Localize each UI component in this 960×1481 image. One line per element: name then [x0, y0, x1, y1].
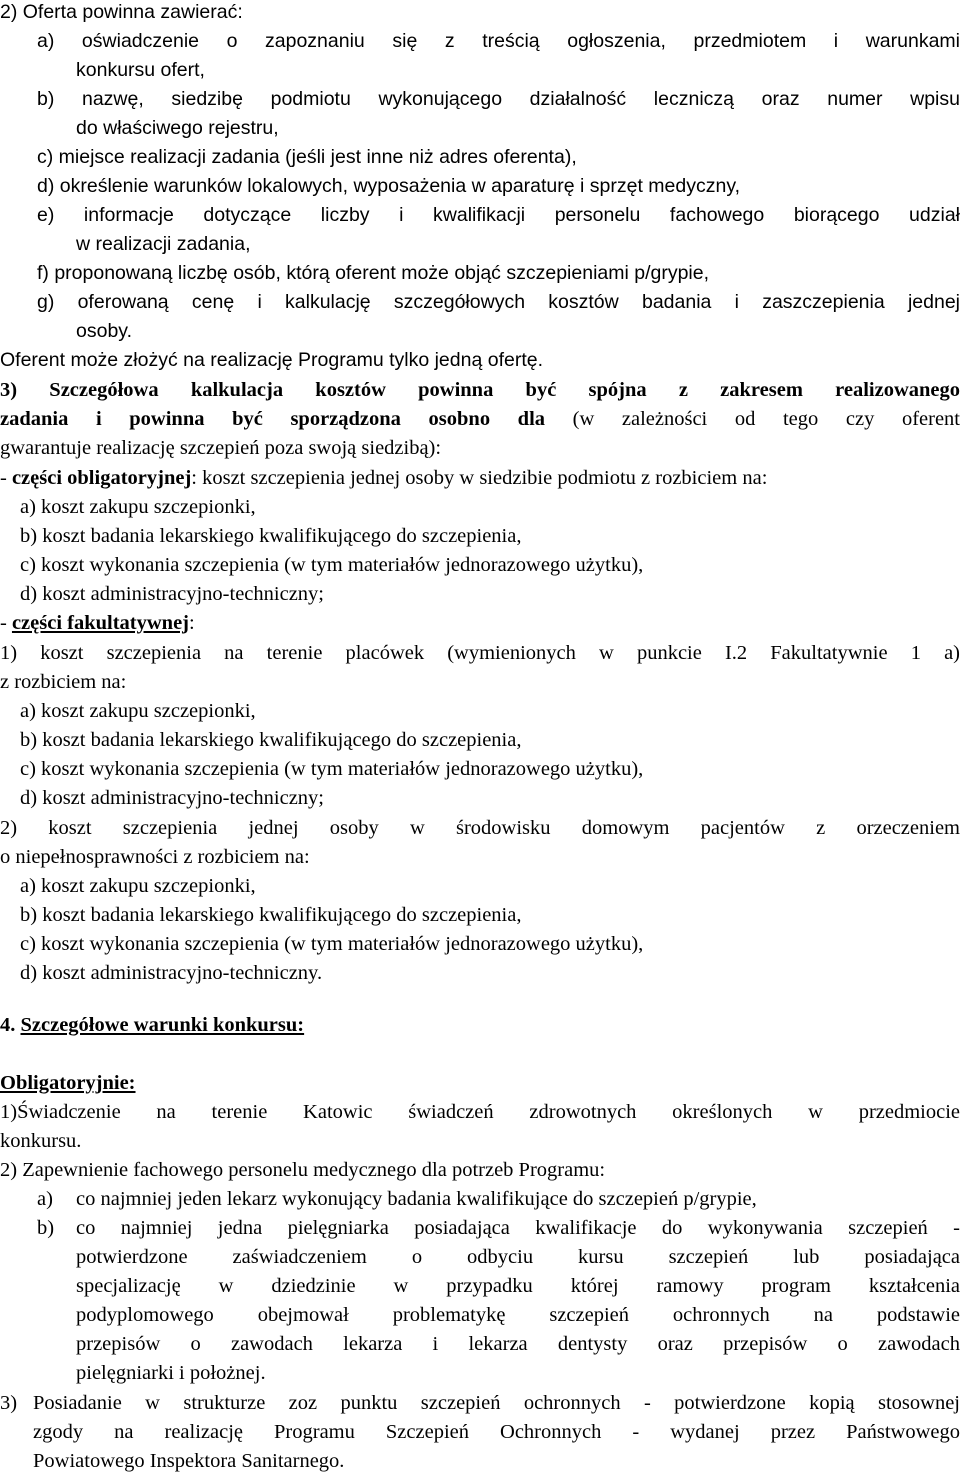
item-2c: c) miejsce realizacji zadania (jeśli jest inne niż adres oferenta),: [37, 146, 577, 168]
cond-2b-line1: co najmniej jedna pielęgniarka posiadająca kwalifikacje do wykonywania szczepień -: [76, 1217, 960, 1239]
item-2e-line2: w realizacji zadania,: [76, 233, 251, 255]
cond-3-line3: Powiatowego Inspektora Sanitarnego.: [33, 1450, 345, 1472]
dash: -: [0, 467, 12, 489]
cond-2b-line3: specjalizację w dziedzinie w przypadku której ramowy program kształcenia: [76, 1275, 960, 1297]
section-3-line1: 3) Szczegółowa kalkulacja kosztów powinna być spójna z zakresem realizowanego: [0, 379, 960, 401]
fac-2-item-d: d) koszt administracyjno-techniczny.: [20, 962, 323, 984]
item-2d: d) określenie warunków lokalowych, wyposażenia w aparaturę i sprzęt medyczny,: [37, 175, 741, 197]
cond-2b: [0, 1214, 960, 1243]
fac-1-item-b: b) koszt badania lekarskiego kwalifikującego do szczepienia,: [20, 729, 522, 751]
item-2e-line1: e) informacje dotyczące liczby i kwalifikacji personelu fachowego biorącego udział: [37, 204, 960, 226]
obligatory-heading: [0, 464, 960, 493]
facultative-heading: [0, 609, 960, 638]
cond-1-line2: konkursu.: [0, 1130, 82, 1152]
fac-2-line1: 2) koszt szczepienia jednej osoby w środowisku domowym pacjentów z orzeczeniem: [0, 817, 960, 839]
fac-1-line1: 1) koszt szczepienia na terenie placówek (wymienionych w punkcie I.2 Fakultatywnie 1 a): [0, 642, 960, 664]
dash: -: [0, 612, 12, 634]
fac-1-item-d: d) koszt administracyjno-techniczny;: [20, 787, 324, 809]
facultative-label: części fakultatywnej: [11, 612, 190, 634]
fac-1-item-a: a) koszt zakupu szczepionki,: [20, 700, 256, 722]
cond-2a-label: a): [37, 1188, 53, 1210]
section-2-note: Oferent może złożyć na realizację Programu tylko jedną ofertę.: [0, 349, 544, 371]
cond-1-line1: 1)Świadczenie na terenie Katowic świadczeń zdrowotnych określonych w przedmiocie: [0, 1101, 960, 1123]
ob-item-c: c) koszt wykonania szczepienia (w tym materiałów jednorazowego użytku),: [20, 554, 644, 576]
cond-3-line2: zgody na realizację Programu Szczepień Ochronnych - wydanej przez Państwowego: [33, 1421, 960, 1443]
cond-2a: [0, 1185, 960, 1214]
item-2f: f) proponowaną liczbę osób, którą oferent może objąć szczepieniami p/grypie,: [37, 262, 710, 284]
item-2g-line1: g) oferowaną cenę i kalkulację szczegółowych kosztów badania i zaszczepienia jednej: [37, 291, 960, 313]
obligatory-rest: : koszt szczepienia jednej osoby w siedzibie podmiotu z rozbiciem na:: [191, 467, 768, 489]
item-2g-line2: osoby.: [76, 320, 133, 342]
section-4-number: 4.: [0, 1014, 21, 1036]
cond-2-line: 2) Zapewnienie fachowego personelu medycznego dla potrzeb Programu:: [0, 1159, 606, 1181]
obligatory-subheading: Obligatoryjnie:: [0, 1072, 136, 1094]
section-3-line3: gwarantuje realizację szczepień poza swoją siedzibą):: [0, 437, 442, 459]
cond-3-label: 3): [0, 1392, 18, 1414]
item-2a-line2: konkursu ofert,: [76, 59, 205, 81]
fac-2-item-a: a) koszt zakupu szczepionki,: [20, 875, 256, 897]
section-3-line2-rest: (w zależności od tego czy oferent: [545, 408, 960, 430]
section-3-line2-bold: zadania i powinna być sporządzona osobno dla: [0, 408, 546, 430]
item-2b-line2: do właściwego rejestru,: [76, 117, 279, 139]
fac-2-item-b: b) koszt badania lekarskiego kwalifikującego do szczepienia,: [20, 904, 522, 926]
ob-item-b: b) koszt badania lekarskiego kwalifikującego do szczepienia,: [20, 525, 522, 547]
cond-2a-text: co najmniej jeden lekarz wykonujący badania kwalifikujące do szczepień p/grypie,: [76, 1188, 757, 1210]
cond-3: [0, 1389, 960, 1418]
section-4-title: Szczegółowe warunki konkursu:: [20, 1014, 305, 1036]
section-4-heading: [0, 1011, 960, 1040]
item-2b-line1: b) nazwę, siedzibę podmiotu wykonującego działalność leczniczą oraz numer wpisu: [37, 88, 960, 110]
cond-2b-line6: pielęgniarki i położnej.: [76, 1362, 266, 1384]
ob-item-d: d) koszt administracyjno-techniczny;: [20, 583, 324, 605]
cond-2b-line4: podyplomowego obejmował problematykę szczepień ochronnych na podstawie: [76, 1304, 960, 1326]
section-3-line2: [0, 405, 960, 434]
fac-1-item-c: c) koszt wykonania szczepienia (w tym materiałów jednorazowego użytku),: [20, 758, 644, 780]
fac-2-item-c: c) koszt wykonania szczepienia (w tym materiałów jednorazowego użytku),: [20, 933, 644, 955]
cond-3-line1: Posiadanie w strukturze zoz punktu szczepień ochronnych - potwierdzone kopią stosownej: [33, 1392, 960, 1414]
cond-2b-line2: potwierdzone zaświadczeniem o odbyciu kursu szczepień lub posiadająca: [76, 1246, 960, 1268]
facultative-rest: :: [189, 612, 195, 634]
obligatory-label: części obligatoryjnej: [11, 467, 192, 489]
cond-2b-line5: przepisów o zawodach lekarza i lekarza dentysty oraz przepisów o zawodach: [76, 1333, 960, 1355]
section-2-title: 2) Oferta powinna zawierać:: [0, 1, 243, 23]
item-2a-line1: a) oświadczenie o zapoznaniu się z treścią ogłoszenia, przedmiotem i warunkami: [37, 30, 960, 52]
fac-2-line2: o niepełnosprawności z rozbiciem na:: [0, 846, 310, 868]
cond-2b-label: b): [37, 1217, 55, 1239]
ob-item-a: a) koszt zakupu szczepionki,: [20, 496, 256, 518]
fac-1-line2: z rozbiciem na:: [0, 671, 127, 693]
